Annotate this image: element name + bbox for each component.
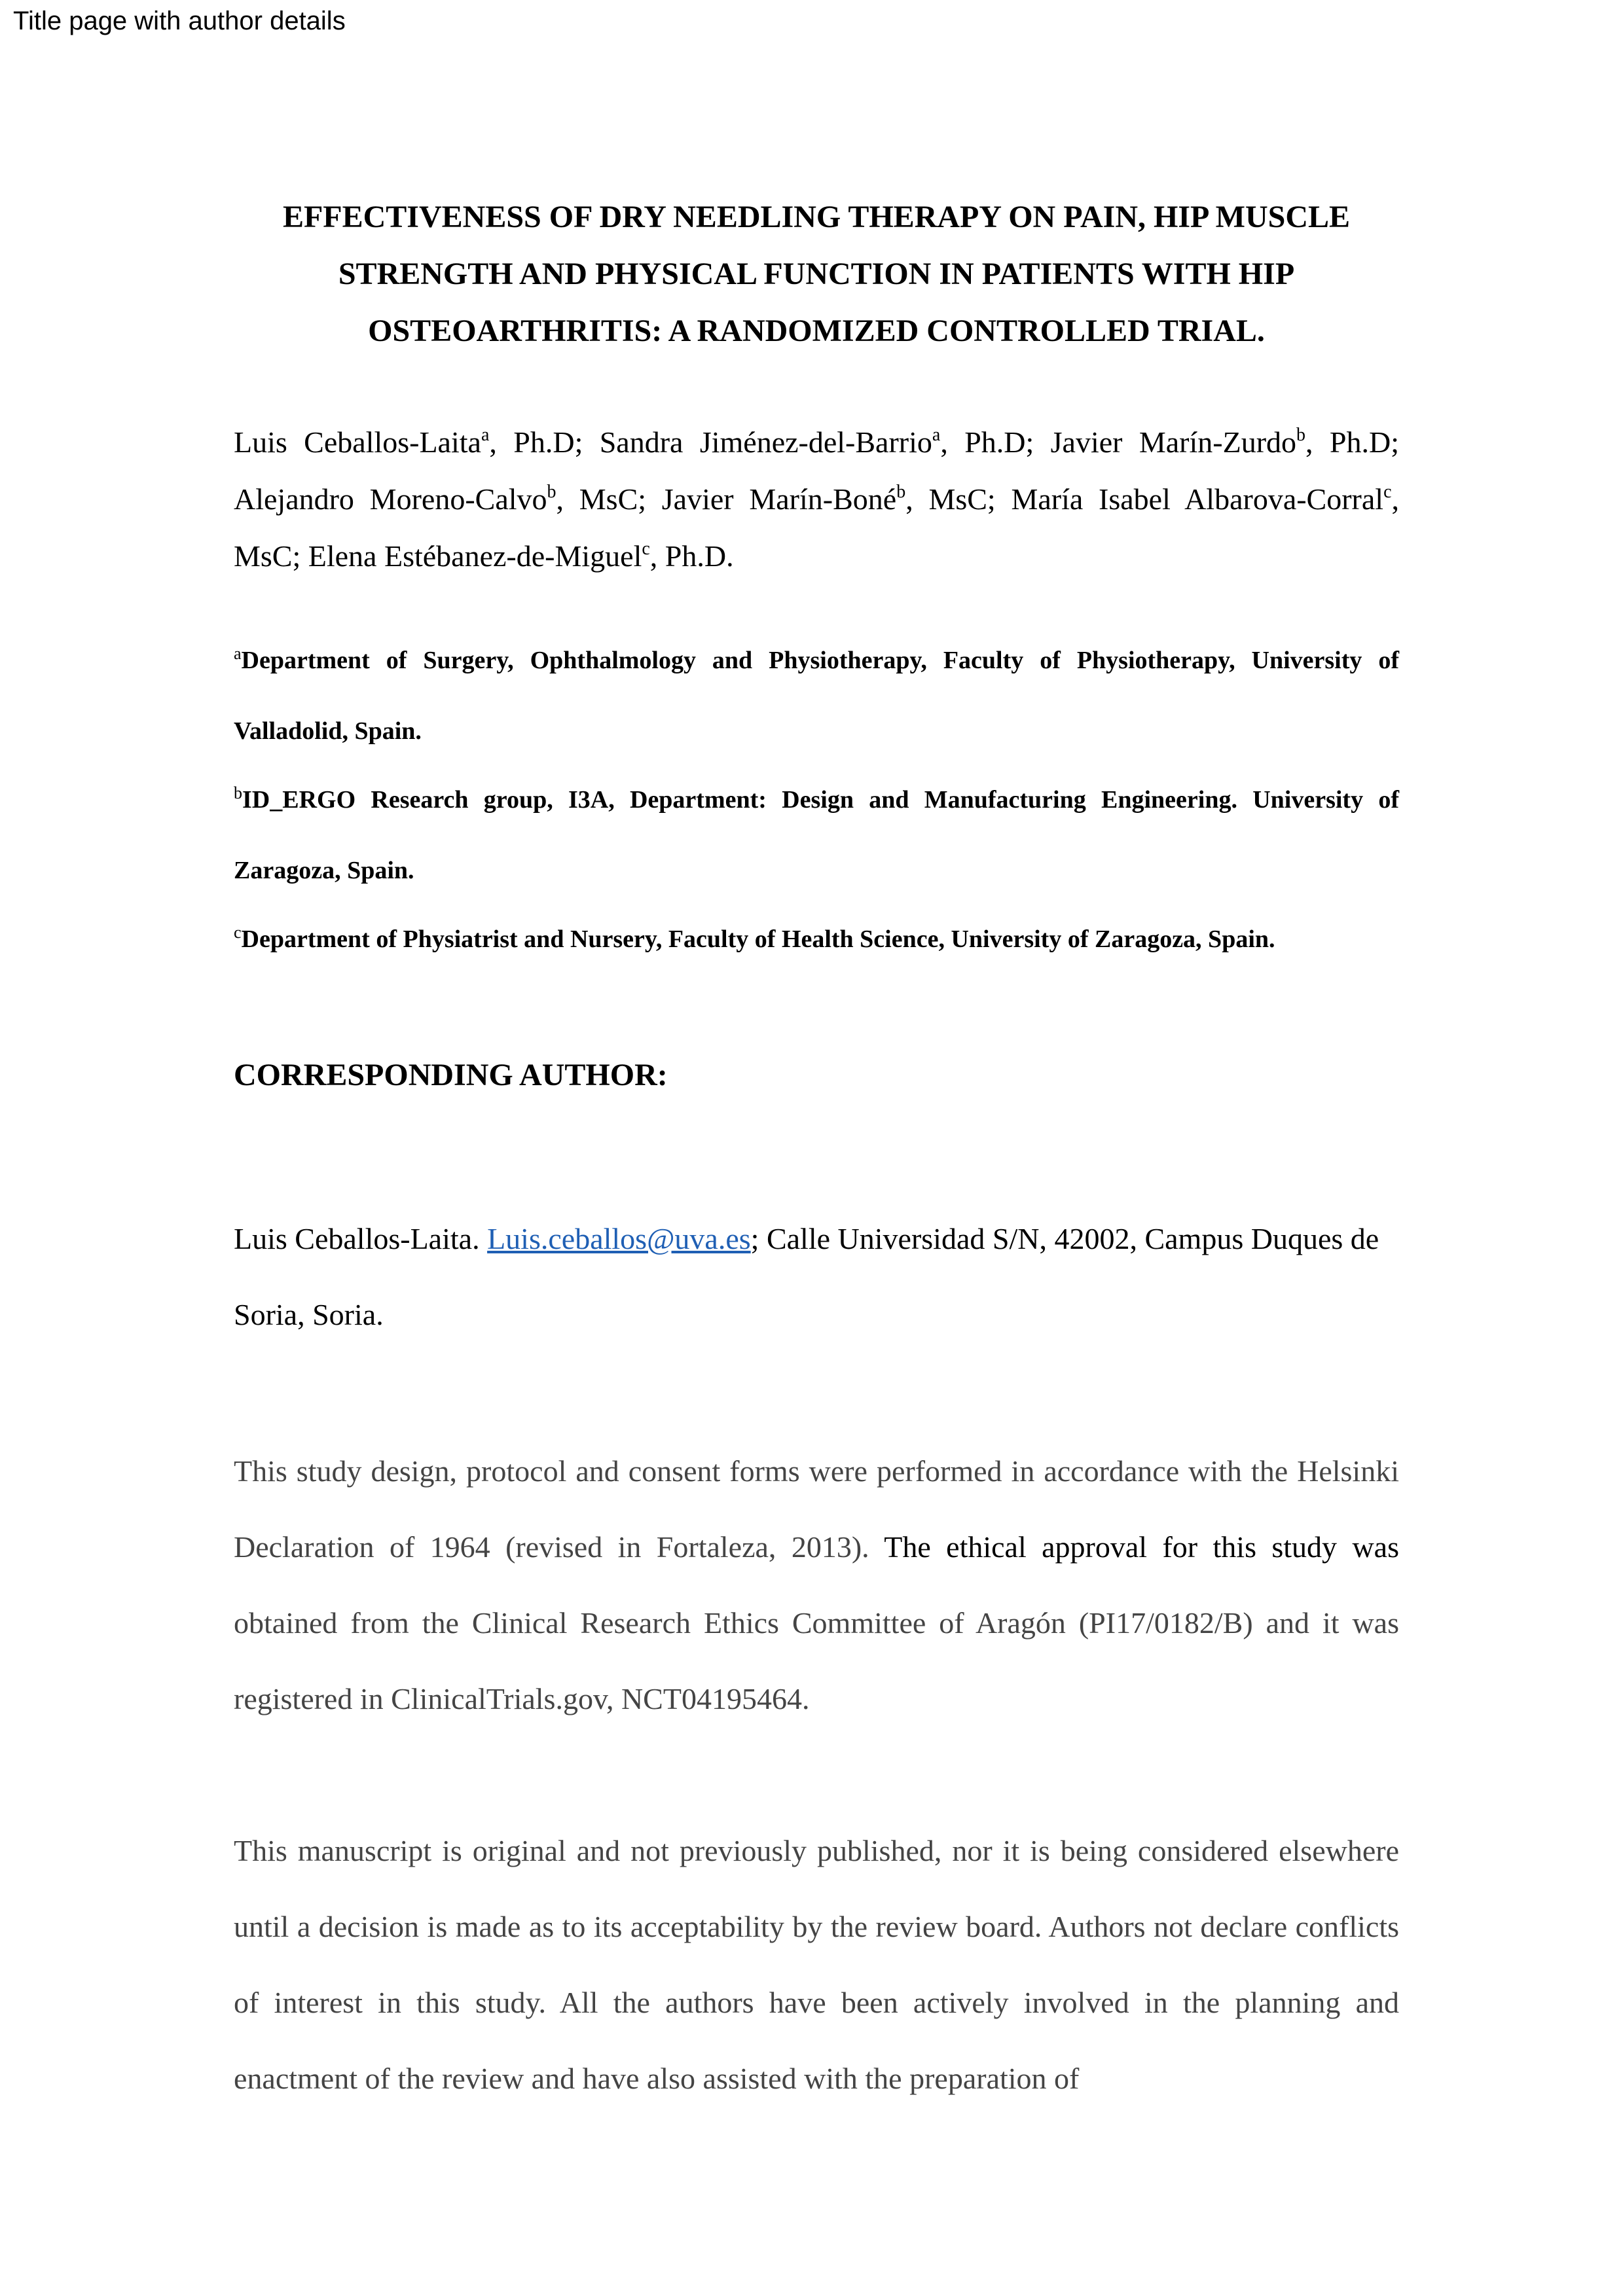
corresponding-name: Luis Ceballos-Laita. xyxy=(234,1222,488,1255)
author-list xyxy=(234,414,1399,584)
author-degree: , MsC; xyxy=(556,482,662,516)
author-name: Elena Estébanez-de-Miguel xyxy=(308,539,642,573)
ethics-paragraph xyxy=(234,1433,1399,1737)
ethics-text-2: The ethical approval for this study was xyxy=(884,1530,1400,1564)
affiliation-text: ID_ERGO Research group, I3A, Department: Design and Manufacturing Engineering. University of Zaragoza, Spain. xyxy=(234,786,1399,884)
author-degree: , Ph.D; xyxy=(940,425,1051,459)
paper-title: EFFECTIVENESS OF DRY NEEDLING THERAPY ON PAIN, HIP MUSCLE STRENGTH AND PHYSICAL FUNCTION IN PATIENTS WITH HIP OSTEOARTHRITIS: A RANDOMIZED CONTROLLED TRIAL. xyxy=(282,200,1351,348)
affiliation-text: Department of Surgery, Ophthalmology and Physiotherapy, Faculty of Physiotherapy, University of Valladolid, Spain. xyxy=(234,647,1399,745)
affil-marker: b xyxy=(1296,425,1306,445)
author-degree: , Ph.D; xyxy=(1305,425,1399,459)
affil-marker: c xyxy=(1383,482,1392,502)
affil-marker: b xyxy=(896,482,906,502)
email-link[interactable]: Luis.ceballos@uva.es xyxy=(487,1222,751,1255)
author-degree: , MsC; xyxy=(234,482,1400,573)
affil-marker: a xyxy=(234,644,242,663)
originality-paragraph: This manuscript is original and not previously published, nor it is being considered elsewhere until a decision is made as to its acceptability by the review board. Authors not declare conflicts of interest in this study. All the authors have been actively involved in the planning and enactment of the review and have also assisted with the preparation of xyxy=(234,1834,1399,2095)
affil-marker: a xyxy=(932,425,941,445)
author-degree: , Ph.D; xyxy=(489,425,600,459)
affil-marker: c xyxy=(234,923,242,942)
author-degree: , MsC; xyxy=(905,482,1012,516)
affil-marker: b xyxy=(234,783,242,802)
affil-marker: c xyxy=(642,539,650,559)
author-name: Javier Marín-Boné xyxy=(661,482,897,516)
author-name: Javier Marín-Zurdo xyxy=(1050,425,1297,459)
affil-marker: b xyxy=(547,482,556,502)
corresponding-author-heading: CORRESPONDING AUTHOR: xyxy=(234,1058,668,1092)
author-name: Alejandro Moreno-Calvo xyxy=(234,482,547,516)
author-name: Luis Ceballos-Laita xyxy=(234,425,481,459)
page-label: Title page with author details xyxy=(13,7,346,35)
corresponding-author-details xyxy=(234,1201,1399,1353)
affiliation-b xyxy=(234,764,1399,906)
author-name: María Isabel Albarova-Corral xyxy=(1011,482,1384,516)
affiliation-c xyxy=(234,904,1399,975)
author-name: Sandra Jiménez-del-Barrio xyxy=(599,425,932,459)
ethics-text-3: obtained from the Clinical Research Ethics Committee of Aragón (PI17/0182/B) and it was registered in ClinicalTrials.gov, NCT04195464. xyxy=(234,1606,1399,1715)
affil-marker: a xyxy=(481,425,490,445)
corresponding-address: ; Calle Universidad S/N, 42002, Campus Duques de Soria, Soria. xyxy=(234,1222,1379,1331)
author-degree: , Ph.D. xyxy=(649,539,734,573)
ethics-text-1: This study design, protocol and consent forms were performed in accordance with the Helsinki Declaration of 1964 (revised in Fortaleza, 2013). xyxy=(234,1454,1399,1564)
affiliation-a xyxy=(234,625,1399,766)
affiliation-text: Department of Physiatrist and Nursery, Faculty of Health Science, University of Zaragoza, Spain. xyxy=(241,925,1275,953)
